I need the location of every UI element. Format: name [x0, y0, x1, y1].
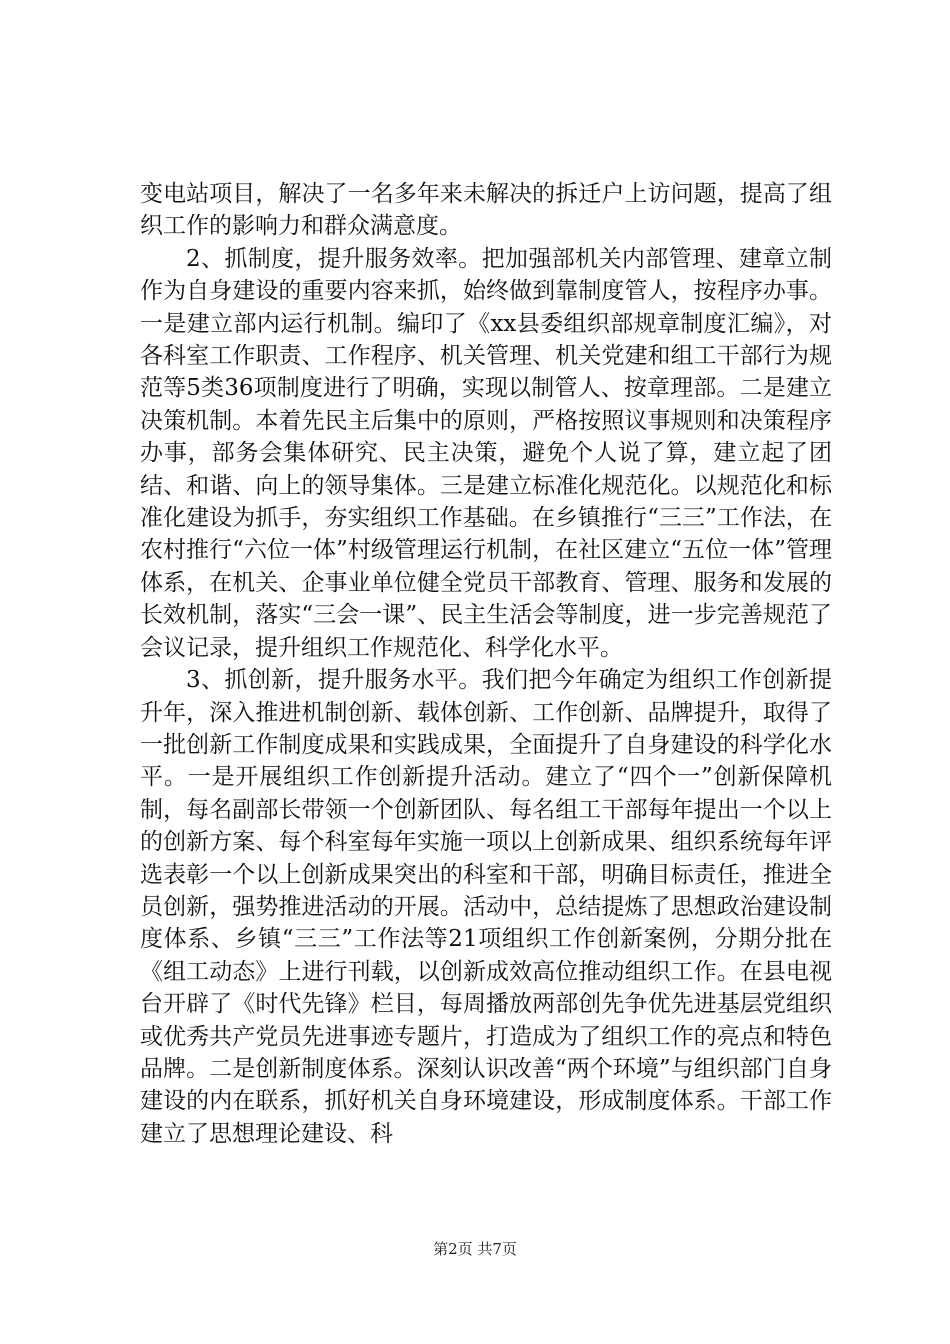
paragraph-continuation: 变电站项目，解决了一名多年来未解决的拆迁户上访问题，提高了组织工作的影响力和群众满意度。 [140, 181, 832, 240]
document-body [140, 178, 832, 1150]
paragraph-innovation: 3、抓创新，提升服务水平。我们把今年确定为组织工作创新提升年，深入推进机制创新、载体创新、工作创新、品牌提升，取得了一批创新工作制度成果和实践成果，全面提升了自身建设的科学化水平。一是开展组织工作创新提升活动。建立了“四个一”创新保障机制，每名副部长带领一个创新团队、每名组工干部每年提出一个以上的创新方案、每个科室每年实施一项以上创新成果、组织系统每年评选表彰一个以上创新成果突出的科室和干部，明确目标责任，推进全员创新，强势推进活动的开展。活动中，总结提炼了思想政治建设制度体系、乡镇“三三”工作法等21项组织工作创新案例，分期分批在《组工动态》上进行刊载，以创新成效高位推动组织工作。在县电视台开辟了《时代先锋》栏目，每周播放两部创先争优先进基层党组织或优秀共产党员先进事迹专题片，打造成为了组织工作的亮点和特色品牌。二是创新制度体系。深刻认识改善“两个环境”与组织部门自身建设的内在联系，抓好机关自身环境建设，形成制度体系。干部工作建立了思想理论建设、科 [140, 667, 832, 1147]
page-footer: 第2页 共7页 [433, 1240, 517, 1258]
paragraph-system-building: 2、抓制度，提升服务效率。把加强部机关内部管理、建章立制作为自身建设的重要内容来抓，始终做到靠制度管人，按程序办事。一是建立部内运行机制。编印了《xx县委组织部规章制度汇编》，对各科室工作职责、工作程序、机关管理、机关党建和组工干部行为规范等5类36项制度进行了明确，实现以制管人、按章理部。二是建立决策机制。本着先民主后集中的原则，严格按照议事规则和决策程序办事，部务会集体研究、民主决策，避免个人说了算，建立起了团结、和谐、向上的领导集体。三是建立标准化规范化。以规范化和标准化建设为抓手，夯实组织工作基础。在乡镇推行“三三”工作法，在农村推行“六位一体”村级管理运行机制，在社区建立“五位一体”管理体系，在机关、企事业单位健全党员干部教育、管理、服务和发展的长效机制，落实“三会一课”、民主生活会等制度，进一步完善规范了会议记录，提升组织工作规范化、科学化水平。 [140, 245, 832, 661]
